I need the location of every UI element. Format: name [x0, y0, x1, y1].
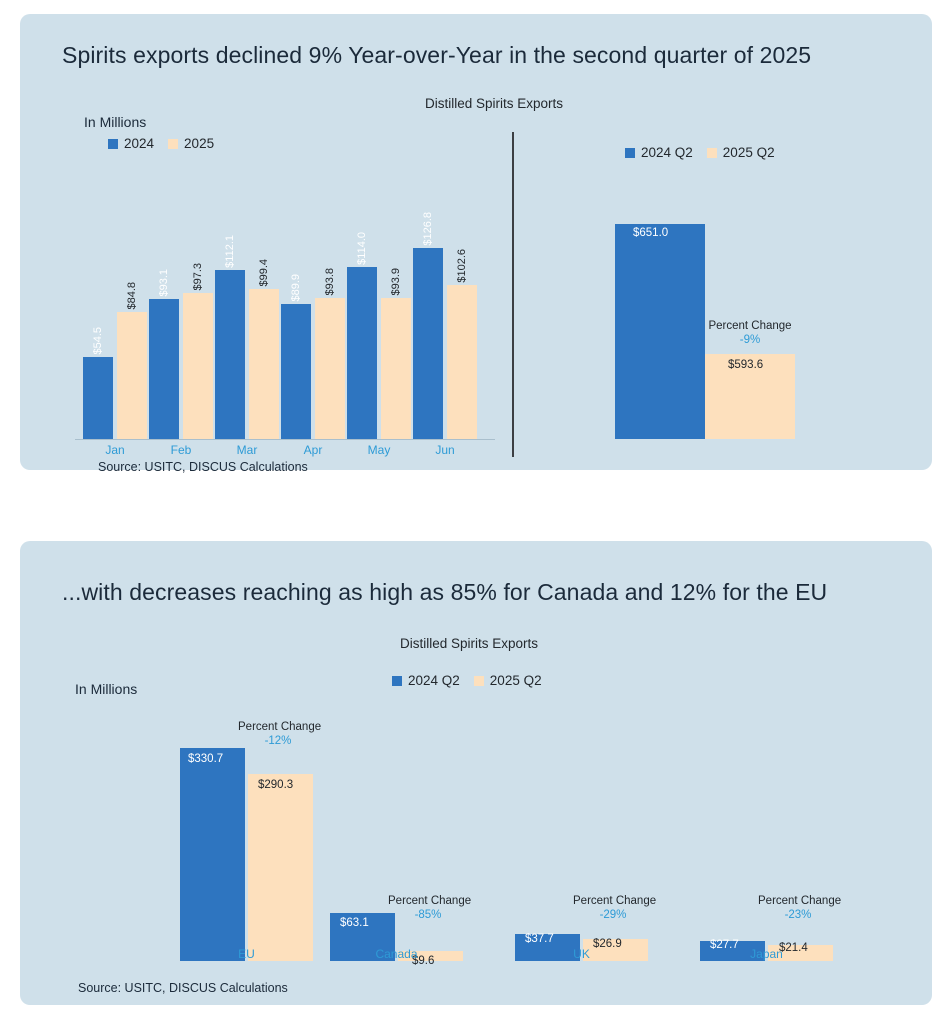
- bar-2025q2-eu: [248, 774, 313, 961]
- bar-label-2025-q2-total: $593.6: [728, 359, 764, 371]
- bar-label-2024q2-japan: $27.7: [710, 939, 739, 951]
- legend-item-2025-q2-country: [474, 673, 542, 688]
- bar-2024-q2-total: [615, 224, 705, 439]
- legend-swatch-2024q2-icon: [625, 148, 635, 158]
- legend-label-2024-q2: 2024 Q2: [641, 145, 693, 160]
- bar-label-2024-q2-total: $651.0: [633, 227, 669, 239]
- panel-divider: [512, 132, 514, 457]
- legend-swatch-2025-icon: [168, 139, 178, 149]
- bar-label-2024-jun: $126.8: [422, 212, 434, 246]
- category-label-jan: Jan: [105, 443, 125, 457]
- legend-label-2024: 2024: [124, 136, 155, 151]
- percent-change-uk-value: -29%: [599, 909, 627, 922]
- percent-change-canada-caption: Percent Change: [388, 895, 472, 907]
- legend-quarterly: [625, 145, 775, 160]
- legend-label-2025-q2: 2025 Q2: [722, 145, 775, 160]
- legend-country: [392, 673, 542, 688]
- category-label-feb: Feb: [170, 443, 192, 457]
- bar-label-2024-mar: $112.1: [224, 235, 236, 268]
- category-label-apr: Apr: [303, 443, 323, 457]
- source-note-top: Source: USITC, DISCUS Calculations: [98, 460, 308, 474]
- bar-label-2025-mar: $99.4: [258, 259, 270, 287]
- bar-label-2024q2-uk: $37.7: [525, 933, 554, 945]
- bar-label-2025q2-japan: $21.4: [779, 942, 808, 954]
- bar-label-2024-feb: $93.1: [158, 269, 170, 297]
- bar-label-2025q2-uk: $26.9: [593, 938, 622, 950]
- axis-unit-label-monthly: In Millions: [84, 114, 147, 130]
- legend-item-2025-q2: [707, 145, 775, 160]
- chart-subtitle-top: Distilled Spirits Exports: [425, 96, 564, 111]
- legend-item-2024-q2: [625, 145, 693, 160]
- percent-change-canada-value: -85%: [414, 909, 442, 922]
- percent-change-japan-value: -23%: [784, 909, 812, 922]
- bar-label-2024q2-eu: $330.7: [188, 753, 224, 765]
- percent-change-q2-caption: Percent Change: [708, 320, 792, 332]
- top-chart-panel: [20, 14, 932, 474]
- bar-2024q2-eu: [180, 748, 245, 961]
- bar-2024-jun: [413, 248, 443, 439]
- percent-change-eu-caption: Percent Change: [238, 721, 322, 733]
- category-label-eu: EU: [238, 947, 255, 961]
- bar-2024-may: [347, 267, 377, 439]
- bar-2025-jun: [447, 285, 477, 439]
- bar-label-2024-jan: $54.5: [92, 327, 104, 355]
- legend-label-2025: 2025: [184, 136, 215, 151]
- bar-label-2025q2-canada: $9.6: [412, 955, 435, 967]
- percent-change-q2-value: -9%: [739, 334, 761, 347]
- legend-monthly: [108, 136, 214, 151]
- bottom-chart-panel: [20, 541, 932, 1005]
- percent-change-canada: [388, 894, 523, 923]
- bar-2025-feb: [183, 293, 213, 439]
- category-label-uk: UK: [573, 947, 590, 961]
- category-label-japan: Japan: [750, 947, 783, 961]
- chart-subtitle-bottom: Distilled Spirits Exports: [400, 636, 539, 651]
- percent-change-uk: [573, 894, 708, 923]
- legend-swatch-2024-icon: [108, 139, 118, 149]
- monthly-bar-chart: [75, 169, 495, 457]
- category-label-mar: Mar: [236, 443, 258, 457]
- legend-item-2025: [168, 136, 214, 151]
- legend-swatch-2024q2-country-icon: [392, 676, 402, 686]
- bar-label-2025-may: $93.9: [390, 268, 402, 296]
- legend-label-2024-q2-country: 2024 Q2: [408, 673, 460, 688]
- page-title-2: ...with decreases reaching as high as 85% for Canada and 12% for the EU: [62, 579, 828, 605]
- bar-label-2025-jan: $84.8: [126, 282, 138, 310]
- bar-2024-jan: [83, 357, 113, 439]
- percent-change-uk-caption: Percent Change: [573, 895, 657, 907]
- bar-2025-mar: [249, 289, 279, 439]
- legend-swatch-2025q2-icon: [707, 148, 717, 158]
- x-axis: [75, 439, 495, 440]
- category-label-canada: Canada: [375, 947, 418, 961]
- bar-label-2024q2-canada: $63.1: [340, 917, 369, 929]
- bar-label-2024-may: $114.0: [356, 232, 368, 265]
- category-label-may: May: [367, 443, 391, 457]
- bar-2025-jan: [117, 312, 147, 439]
- bar-2024-feb: [149, 299, 179, 439]
- category-label-jun: Jun: [435, 443, 455, 457]
- legend-item-2024-q2-country: [392, 673, 460, 688]
- bar-label-2025-apr: $93.8: [324, 268, 336, 296]
- percent-change-q2: [705, 319, 795, 348]
- page-title: Spirits exports declined 9% Year-over-Year in the second quarter of 2025: [62, 42, 812, 68]
- bar-label-2025q2-eu: $290.3: [258, 779, 294, 791]
- axis-unit-label-country: In Millions: [75, 681, 138, 697]
- country-bar-chart: [75, 721, 915, 967]
- quarterly-bar-chart: [580, 169, 880, 439]
- bar-2025-may: [381, 298, 411, 439]
- bar-label-2025-jun: $102.6: [456, 249, 468, 283]
- percent-change-eu: [238, 720, 373, 749]
- percent-change-eu-value: -12%: [264, 735, 292, 748]
- bar-2025-apr: [315, 298, 345, 439]
- percent-change-japan: [758, 894, 893, 923]
- bar-label-2025-feb: $97.3: [192, 263, 204, 291]
- source-note-bottom: Source: USITC, DISCUS Calculations: [78, 981, 288, 995]
- bar-2024-apr: [281, 304, 311, 439]
- percent-change-japan-caption: Percent Change: [758, 895, 842, 907]
- bar-label-2024-apr: $89.9: [290, 274, 302, 302]
- legend-swatch-2025q2-country-icon: [474, 676, 484, 686]
- bar-2024-mar: [215, 270, 245, 439]
- legend-item-2024: [108, 136, 154, 151]
- legend-label-2025-q2-country: 2025 Q2: [489, 673, 542, 688]
